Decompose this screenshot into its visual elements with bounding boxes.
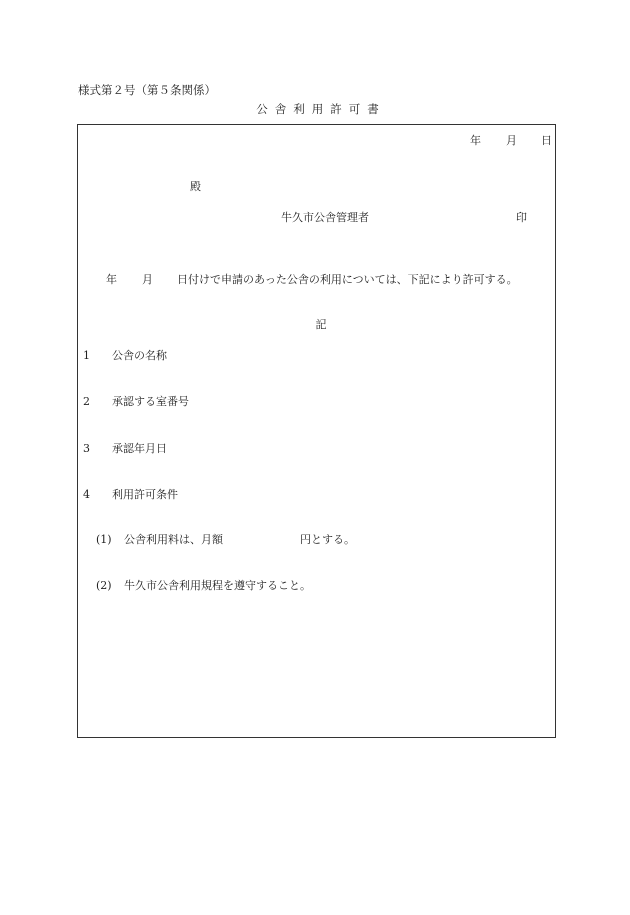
item-number: 1 [83, 349, 90, 362]
item-facility-name: 公舎の名称 [112, 349, 167, 362]
condition-fee-suffix: 円とする。 [300, 533, 355, 546]
issue-date-year: 年 [470, 134, 481, 147]
condition-number: (1) [96, 533, 112, 546]
condition-fee: 公舎利用料は、月額 [124, 533, 223, 546]
issuer-name: 牛久市公舎管理者 [281, 211, 369, 224]
document-title: 公舎利用許可書 [256, 102, 386, 116]
item-conditions: 利用許可条件 [112, 488, 178, 501]
condition-regulations: 牛久市公舎利用規程を遵守すること。 [124, 579, 311, 592]
issue-date-month: 月 [506, 134, 517, 147]
ki-heading: 記 [315, 318, 327, 331]
issue-date-day: 日 [541, 134, 552, 147]
form-number-label: 様式第２号（第５条関係） [78, 83, 216, 97]
application-date-month: 月 [142, 273, 153, 286]
item-number: 4 [83, 488, 90, 501]
item-room-number: 承認する室番号 [112, 395, 189, 408]
addressee-suffix: 殿 [190, 180, 201, 193]
seal-mark: 印 [516, 211, 527, 224]
condition-number: (2) [96, 579, 112, 592]
item-number: 3 [83, 442, 90, 455]
item-number: 2 [83, 395, 90, 408]
application-date-year: 年 [106, 273, 117, 286]
permission-statement: 日付けで申請のあった公舎の利用については、下記により許可する。 [177, 273, 518, 286]
item-approval-date: 承認年月日 [112, 442, 167, 455]
